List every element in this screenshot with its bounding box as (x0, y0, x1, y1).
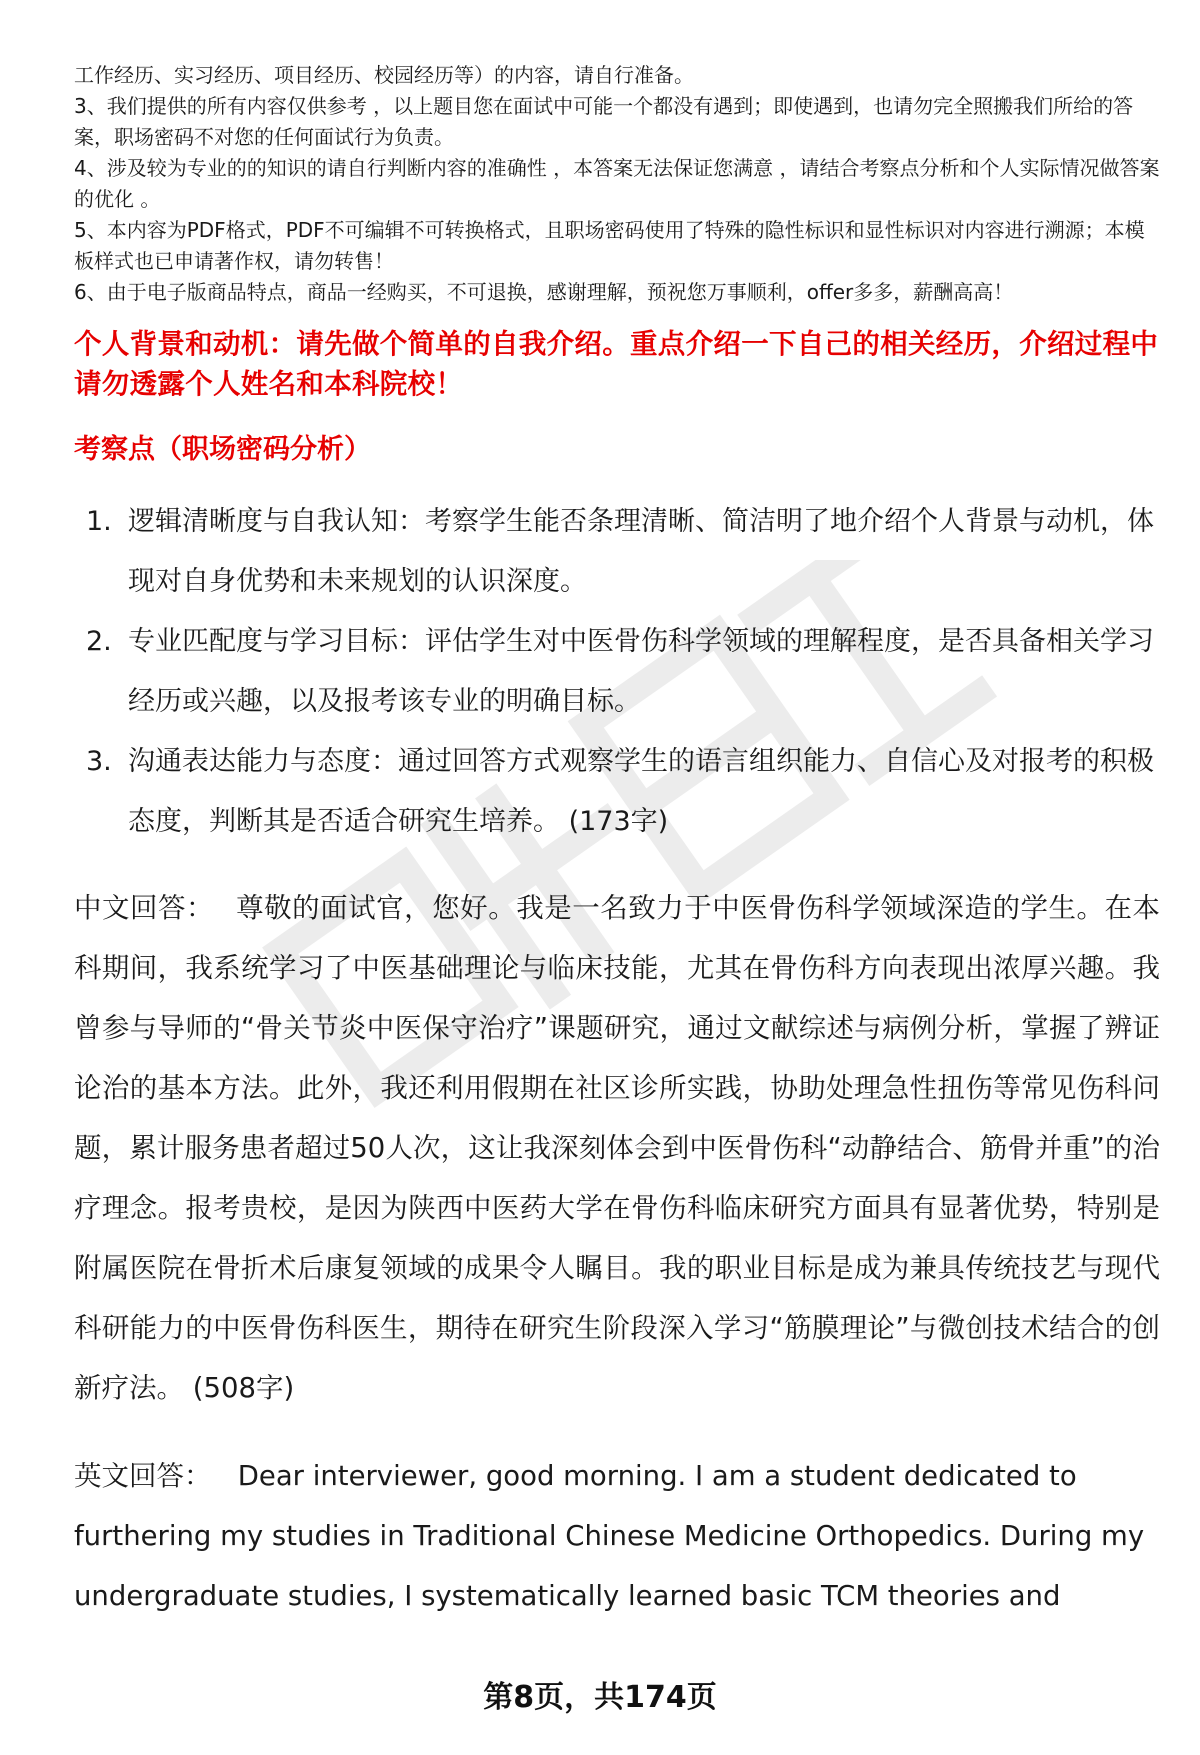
notice-line: 工作经历、实习经历、项目经历、校园经历等）的内容，请自行准备。 (74, 63, 694, 87)
english-answer (74, 1446, 1160, 1626)
chinese-answer-text: 尊敬的面试官，您好。我是一名致力于中医骨伤科学领域深造的学生。在本科期间，我系统学习了中医基础理论与临床技能，尤其在骨伤科方向表现出浓厚兴趣。我曾参与导师的“骨关节炎中医保守治疗”课题研究，通过文献综述与病例分析，掌握了辨证论治的基本方法。此外，我还利用假期在社区诊所实践，协助处理急性扭伤等常见伤科问题，累计服务患者超过50人次，这让我深刻体会到中医骨伤科“动静结合、筋骨并重”的治疗理念。报考贵校，是因为陕西中医药大学在骨伤科临床研究方面具有显著优势，特别是附属医院在骨折术后康复领域的成果令人瞩目。我的职业目标是成为兼具传统技艺与现代科研能力的中医骨伤科医生，期待在研究生阶段深入学习“筋膜理论”与微创技术结合的创新疗法。 (508字) (74, 892, 1161, 1404)
english-answer-text: Dear interviewer, good morning. I am a student dedicated to furthering my studies in Traditional Chinese Medicine Orthopedics. During my undergraduate studies, I systematically learned basic TCM theories and (74, 1460, 1145, 1612)
notice-line: 6、由于电子版商品特点，商品一经购买，不可退换，感谢理解，预祝您万事顺利，offer多多，薪酬高高！ (74, 280, 1014, 304)
point-number: 1. (86, 506, 112, 537)
point-text: 沟通表达能力与态度：通过回答方式观察学生的语言组织能力、自信心及对报考的积极态度，判断其是否适合研究生培养。 (173字) (128, 746, 1154, 837)
english-answer-label: 英文回答： (74, 1460, 212, 1492)
question-heading: 个人背景和动机：请先做个简单的自我介绍。重点介绍一下自己的相关经历，介绍过程中请勿透露个人姓名和本科院校！ (74, 328, 1159, 400)
point-text: 专业匹配度与学习目标：评估学生对中医骨伤科学领域的理解程度，是否具备相关学习经历或兴趣，以及报考该专业的明确目标。 (128, 626, 1154, 717)
page-number: 第8页，共174页 (483, 1680, 717, 1715)
point-text: 逻辑清晰度与自我认知：考察学生能否条理清晰、简洁明了地介绍个人背景与动机，体现对自身优势和未来规划的认识深度。 (128, 506, 1154, 597)
notice-line: 3、我们提供的所有内容仅供参考 ，以上题目您在面试中可能一个都没有遇到；即使遇到，也请勿完全照搬我们所给的答案，职场密码不对您的任何面试行为负责。 (74, 94, 1134, 149)
chinese-answer-label: 中文回答： (74, 892, 215, 924)
analysis-point (74, 612, 1160, 732)
analysis-point (74, 492, 1160, 612)
analysis-title: 考察点（职场密码分析） (74, 434, 371, 465)
chinese-answer (74, 878, 1160, 1418)
notice-line: 5、本内容为PDF格式，PDF不可编辑不可转换格式，且职场密码使用了特殊的隐性标识和显性标识对内容进行溯源；本模板样式也已申请著作权，请勿转售！ (74, 218, 1145, 273)
notice-list (74, 60, 1160, 308)
point-number: 3. (86, 746, 112, 777)
analysis-point (74, 732, 1160, 852)
notice-line: 4、涉及较为专业的的知识的请自行判断内容的准确性 ，本答案无法保证您满意 ，请结合考察点分析和个人实际情况做答案的优化 。 (74, 156, 1160, 211)
point-number: 2. (86, 626, 112, 657)
document-body (74, 60, 1160, 1626)
analysis-points (74, 492, 1160, 852)
